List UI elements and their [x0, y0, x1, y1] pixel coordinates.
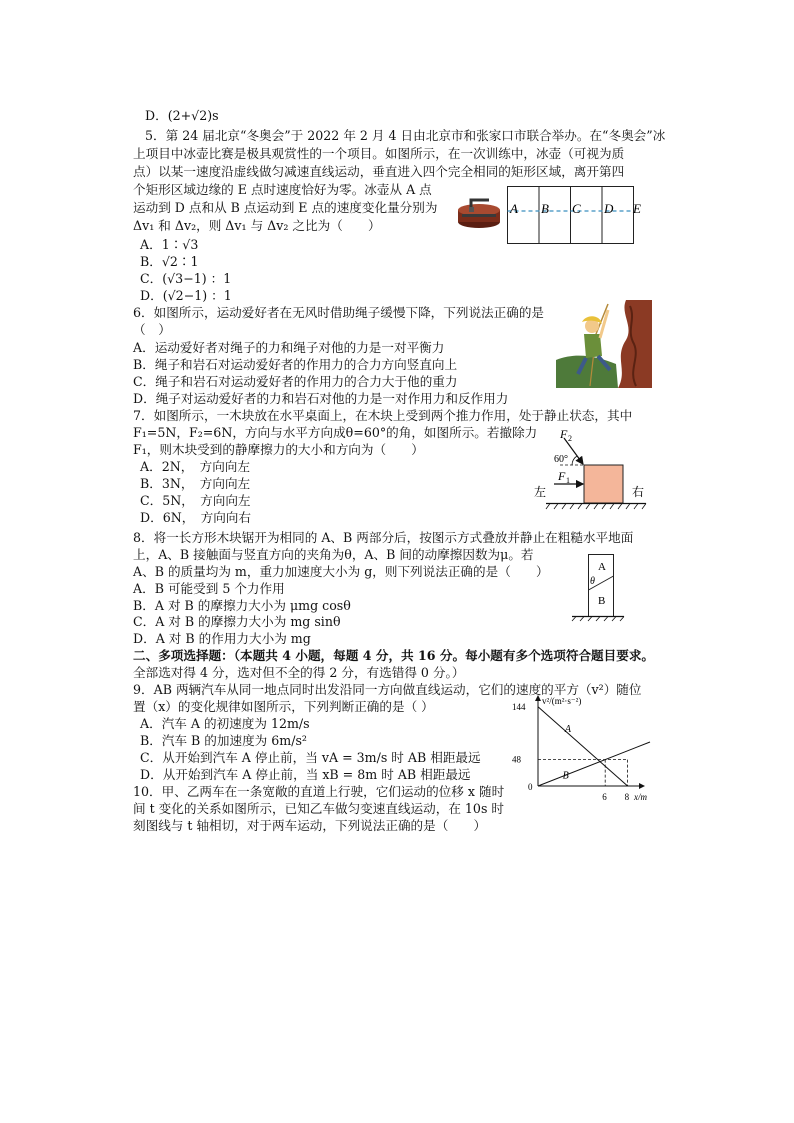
- ice-zone-figure: [504, 183, 644, 247]
- q6-option-d: D．绳子对运动爱好者的力和岩石对他的力是一对作用力和反作用力: [133, 391, 509, 406]
- q5-option-b: B．√2∶1: [140, 254, 199, 269]
- q9-text-line: 置（x）的变化规律如图所示，下列判断正确的是（ ）: [133, 699, 434, 714]
- q7-option-b: B．3N， 方向向左: [140, 476, 251, 491]
- left-direction-label: 左: [534, 485, 547, 499]
- q7-option-c: C．5N， 方向向左: [140, 493, 251, 508]
- q8-text-line: 上，A、B 接触面与竖直方向的夹角为θ，A、B 间的动摩擦因数为μ。若: [133, 547, 534, 562]
- zone-label-e: E: [633, 201, 641, 216]
- q6-text-line: 6．如图所示，运动爱好者在无风时借助绳子缓慢下降，下列说法正确的是: [133, 305, 545, 320]
- x-tick-label: 6: [602, 792, 607, 802]
- force-f1-label: F: [558, 469, 566, 483]
- block-forces-figure: [532, 428, 652, 512]
- q7-text-line: F₁=5N，F₂=6N，方向与水平方向成θ=60°的角，如图所示。若撤除力: [133, 425, 538, 440]
- q8-option-b: B．A 对 B 的摩擦力大小为 μmg cosθ: [133, 598, 351, 613]
- force-f2-label: F: [560, 428, 568, 441]
- origin-label: 0: [528, 782, 533, 792]
- stacked-block-figure: [568, 550, 628, 622]
- q5-option-c: C．(√3−1) ：1: [140, 271, 232, 286]
- zone-label-c: C: [572, 201, 581, 216]
- q5-text-line: Δv₁ 和 Δv₂，则 Δv₁ 与 Δv₂ 之比为（ ）: [133, 218, 381, 233]
- q5-text-line: 点）以某一速度沿虚线做匀减速直线运动，垂直进入四个完全相同的矩形区域，离开第四: [133, 164, 625, 179]
- zone-label-d: D: [604, 201, 614, 216]
- right-direction-label: 右: [632, 485, 645, 499]
- q7-option-a: A．2N， 方向向左: [140, 459, 250, 474]
- x-tick-label: 8: [624, 792, 630, 802]
- section-2-heading: 二、多项选择题：（本题共 4 小题，每题 4 分，共 16 分。每小题有多个选项符合题目要求。: [133, 648, 655, 663]
- velocity-squared-chart: [500, 692, 660, 804]
- q7-option-d: D．6N， 方向向右: [140, 510, 251, 525]
- q6-option-a: A．运动爱好者对绳子的力和绳子对他的力是一对平衡力: [133, 340, 445, 355]
- q9-option-c: C．从开始到汽车 A 停止前，当 vA = 3m/s 时 AB 相距最远: [140, 750, 481, 765]
- q8-text-line: 8．将一长方形木块锯开为相同的 A、B 两部分后，按图示方式叠放并静止在粗糙水平地面: [133, 530, 634, 545]
- x-axis-label: x/m: [634, 792, 647, 802]
- angle-label: 60°: [554, 454, 568, 465]
- series-line-a: [538, 707, 628, 786]
- q6-option-b: B．绳子和岩石对运动爱好者的作用力的合力方向竖直向上: [133, 357, 458, 372]
- q7-text-line: F₁，则木块受到的静摩擦力的大小和方向为（ ）: [133, 442, 424, 457]
- q8-option-c: C．A 对 B 的摩擦力大小为 mg sinθ: [133, 614, 341, 629]
- zone-label-a: A: [510, 201, 518, 216]
- series-line-b: [538, 742, 650, 786]
- q5-option-a: A．1∶√3: [140, 237, 199, 252]
- q5-text-line: 个矩形区域边缘的 E 点时速度恰好为零。冰壶从 A 点: [133, 182, 432, 197]
- theta-label: θ: [590, 576, 595, 587]
- zone-label-b: B: [541, 201, 549, 216]
- q8-text-line: A、B 的质量均为 m，重力加速度大小为 g，则下列说法正确的是（ ）: [133, 564, 549, 579]
- y-axis-label: v²/(m²·s⁻²): [542, 696, 582, 706]
- q9-option-a: A．汽车 A 的初速度为 12m/s: [140, 716, 310, 731]
- q9-text-line: 9．AB 两辆汽车从同一地点同时出发沿同一方向做直线运动，它们的速度的平方（v²）随位: [133, 682, 642, 697]
- q4-option-d: D．(2+√2)s: [145, 108, 219, 123]
- y-tick-label: 48: [512, 754, 521, 765]
- section-2-text: 全部选对得 4 分，选对但不全的得 2 分，有选错得 0 分。）: [133, 665, 465, 680]
- q5-text-line: 上项目中冰壶比赛是极具观赏性的一个项目。如图所示，在一次训练中，冰壶（可视为质: [133, 146, 625, 161]
- block-b-label: B: [598, 595, 606, 607]
- force-f2-subscript: 2: [568, 434, 572, 443]
- q5-text-line: 运动到 D 点和从 B 点运动到 E 点的速度变化量分别为: [133, 200, 438, 215]
- q8-option-a: A．B 可能受到 5 个力作用: [133, 581, 285, 596]
- climber-illustration: [556, 300, 652, 388]
- q7-text-line: 7．如图所示，一木块放在水平桌面上，在木块上受到两个推力作用，处于静止状态，其中: [133, 408, 633, 423]
- q9-option-d: D．从开始到汽车 A 停止前，当 xB = 8m 时 AB 相距最远: [140, 767, 471, 782]
- q10-text-line: 刻图线与 t 轴相切，对于两车运动，下列说法正确的是（ ）: [133, 818, 487, 833]
- q8-option-d: D．A 对 B 的作用力大小为 mg: [133, 631, 311, 646]
- q9-option-b: B．汽车 B 的加速度为 6m/s²: [140, 733, 307, 748]
- q5-text-line: 5．第 24 届北京“冬奥会”于 2022 年 2 月 4 日由北京市和张家口市联合举办。在“冬奥会”冰: [145, 128, 666, 143]
- q10-text-line: 10．甲、乙两车在一条宽敞的直道上行驶，它们运动的位移 x 随时: [133, 784, 505, 799]
- force-f1-subscript: 1: [566, 476, 570, 485]
- series-label-b: B: [562, 770, 569, 782]
- q6-text-line: （ ）: [133, 322, 171, 337]
- curling-stone-figure: [455, 194, 503, 230]
- y-tick-label: 144: [512, 701, 526, 712]
- q5-option-d: D．(√2−1) ：1: [140, 288, 232, 303]
- series-label-a: A: [564, 724, 571, 736]
- q10-text-line: 间 t 变化的关系如图所示，已知乙车做匀变速直线运动，在 10s 时: [133, 801, 504, 816]
- block-a-label: A: [598, 561, 606, 573]
- q6-option-c: C．绳子和岩石对运动爱好者的作用力的合力大于他的重力: [133, 374, 458, 389]
